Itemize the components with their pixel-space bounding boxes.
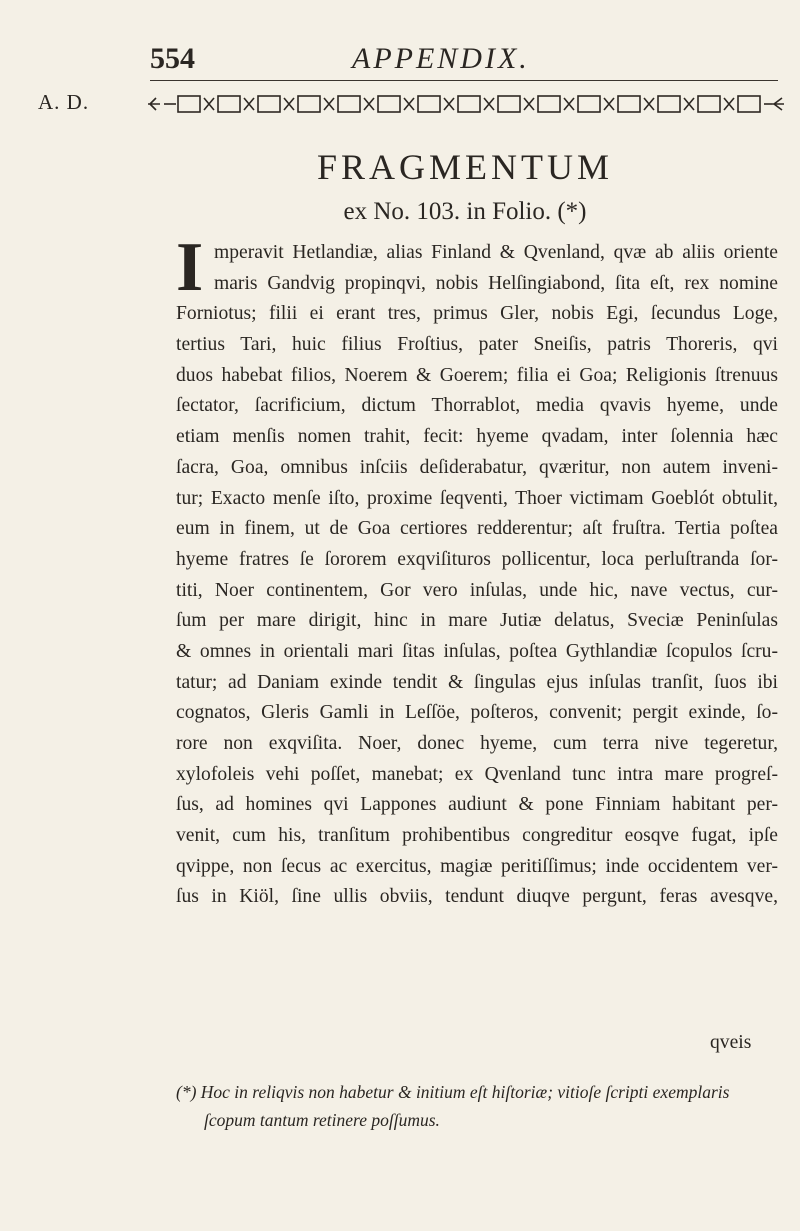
body-line: duos habebat filios, Noerem & Goerem; filia ei Goa; Religionis ſtrenuus	[176, 364, 778, 386]
body-line: tatur; ad Daniam exinde tendit & ſingulas ejus inſulas tranſit, ſuos ibi	[176, 671, 778, 693]
body-line: ſus, ad homines qvi Lappones audiunt & pone Finniam habitant per-	[176, 794, 778, 816]
running-head: APPENDIX.	[352, 42, 530, 75]
body-line: tur; Exacto menſe iſto, proxime ſeqventi, Thoer victimam Goeblót obtulit,	[176, 487, 778, 509]
body-line: ſus in Kiöl, ſine ullis obviis, tendunt diuqve pergunt, feras avesqve,	[176, 886, 778, 908]
drop-cap-initial: I	[176, 229, 204, 306]
body-line: mperavit Hetlandiæ, alias Finland & Qvenland, qvæ ab aliis oriente	[214, 242, 778, 263]
fragment-title: FRAGMENTUM	[316, 147, 614, 187]
body-line: titi, Noer continentem, Gor vero inſulas, unde hic, nave vectus, cur-	[176, 579, 778, 601]
body-line: ſacra, Goa, omnibus inſciis deſiderabatur, qværitur, non autem inveni-	[176, 456, 778, 478]
body-line: ſectator, ſacrificium, dictum Thorrablot, media qvavis hyeme, unde	[176, 395, 778, 417]
body-line: venit, cum his, tranſitum prohibentibus congreditur eosqve fugat, ipſe	[176, 825, 778, 847]
body-line: maris Gandvig propinqvi, nobis Helſingiabond, ſita eſt, rex nomine	[214, 272, 778, 294]
body-text	[176, 229, 778, 913]
header-rule	[150, 80, 778, 81]
body-line: hyeme fratres ſe ſororem exqviſituros pollicentur, loca perluſtranda ſor-	[176, 548, 778, 570]
fragment-source: ex No. 103. in Folio. (*)	[343, 198, 587, 225]
body-line: ſum per mare dirigit, hinc in mare Jutiæ delatus, Sveciæ Peninſulas	[176, 610, 778, 632]
body-line: eum in finem, ut de Goa certiores redderentur; aſt fruſtra. Tertia poſtea	[176, 518, 778, 540]
decorative-border-ornament	[146, 92, 786, 116]
footnote	[176, 1078, 778, 1134]
body-line: qvippe, non ſecus ac exercitus, magiæ peritiſſimus; inde occidentem ver-	[176, 855, 778, 877]
body-line: Forniotus; filii ei erant tres, primus Gler, nobis Egi, ſecundus Loge,	[176, 303, 778, 325]
footnote-line: ſcopum tantum retinere poſſumus.	[204, 1110, 440, 1130]
body-line: tertius Tari, huic filius Froſtius, pater Sneiſis, patris Thoreris, qvi	[176, 334, 778, 356]
body-line: cognatos, Gleris Gamli in Leſſöe, poſteros, convenit; pergit exinde, ſo-	[176, 702, 778, 724]
body-line: & omnes in orientali mari ſitas inſulas, poſtea Gythlandiæ ſcopulos ſcru-	[176, 640, 778, 662]
body-line: xylofoleis vehi poſſet, manebat; ex Qvenland tunc intra mare progreſ-	[176, 763, 778, 785]
page-number: 554	[150, 42, 195, 75]
body-line: rore non exqviſita. Noer, donec hyeme, cum terra nive tegeretur,	[176, 733, 778, 754]
body-line: etiam menſis nomen trahit, fecit: hyeme qvadam, inter ſolennia hæc	[176, 426, 778, 448]
footnote-line: (*) Hoc in reliqvis non habetur & initium eſt hiſtoriæ; vitioſe ſcripti exemplaris	[176, 1082, 730, 1102]
catchword: qveis	[710, 1032, 752, 1053]
side-label-anno-domini: A. D.	[38, 90, 90, 114]
